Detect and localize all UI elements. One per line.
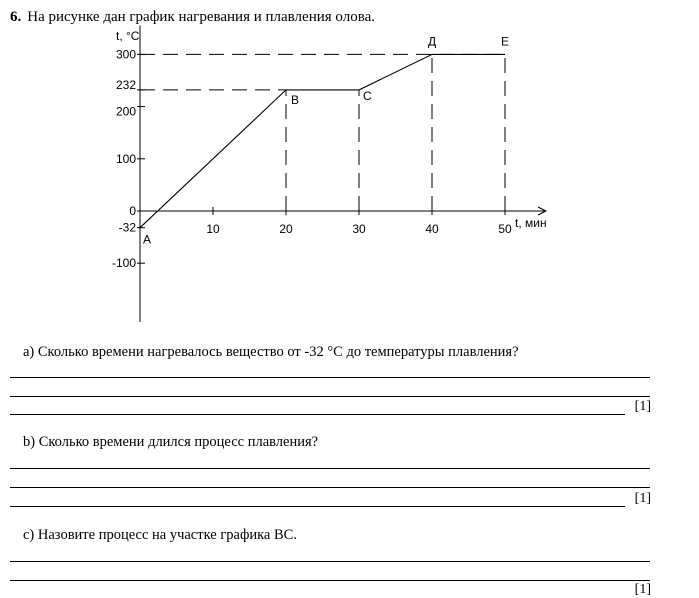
point-labels (143, 34, 509, 246)
answer-line[interactable] (10, 580, 650, 581)
x-tick-label: 40 (425, 222, 439, 236)
question-a: a) Сколько времени нагревалось вещество от -32 °C до температуры плавления? (23, 344, 519, 360)
answer-line[interactable] (10, 414, 625, 415)
answer-line[interactable] (10, 396, 650, 397)
point-label: E (501, 34, 510, 49)
question-c: c) Назовите процесс на участке графика ВС. (23, 527, 297, 543)
y-tick-label: -100 (111, 256, 136, 271)
y-axis-label: t, °C (116, 29, 140, 43)
point-label: A (143, 232, 152, 247)
x-tick-label: 20 (279, 222, 293, 236)
point-label: C (363, 88, 372, 103)
x-tick-label: 10 (206, 222, 220, 236)
answer-line[interactable] (10, 468, 650, 469)
tick-labels (112, 47, 512, 270)
y-tick-label: 232 (115, 77, 136, 92)
reference-lines (140, 54, 505, 211)
y-tick-label: 300 (115, 47, 136, 62)
y-tick-label: 100 (115, 151, 136, 166)
series-line (140, 54, 505, 227)
question-b: b) Сколько времени длился процесс плавления? (23, 434, 319, 450)
point-label: B (291, 92, 300, 107)
score-b: [1] (634, 491, 651, 506)
x-tick-label: 50 (498, 222, 512, 236)
answer-line[interactable] (10, 561, 650, 562)
x-axis-label: t, мин (515, 216, 547, 230)
answer-line[interactable] (10, 377, 650, 378)
score-a: [1] (634, 399, 651, 414)
y-tick-label: -32 (118, 220, 136, 235)
answer-line[interactable] (10, 506, 625, 507)
point-label: Д (428, 34, 437, 49)
x-tick-label: 30 (352, 222, 366, 236)
task-text: На рисунке дан график нагревания и плавления олова. (27, 9, 375, 25)
answer-line[interactable] (10, 487, 650, 488)
y-tick-label: 200 (115, 104, 136, 119)
score-c: [1] (634, 582, 651, 597)
task-number: 6. (10, 9, 22, 25)
axes (140, 26, 546, 322)
y-tick-label: 0 (129, 204, 136, 218)
